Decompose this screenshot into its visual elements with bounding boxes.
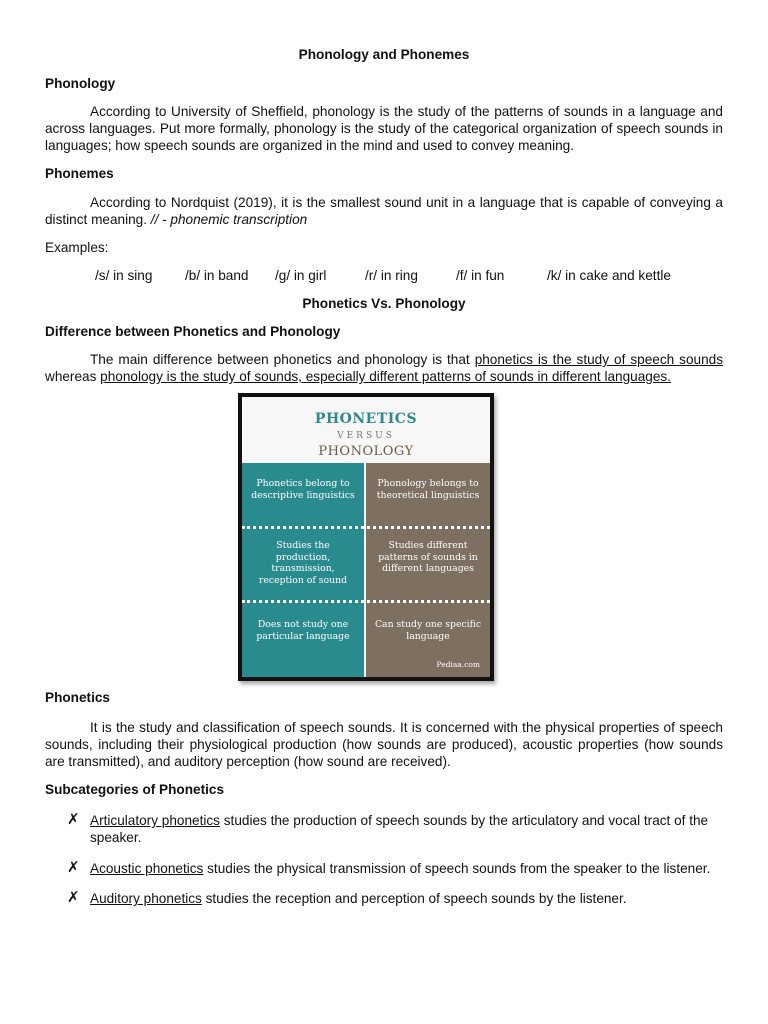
phonology-definition: phonology is the study of sounds, especially different patterns of sounds in different languages. — [100, 369, 671, 384]
list-item — [90, 860, 723, 877]
dotted-divider — [242, 600, 490, 603]
phonology-cell: Can study one specific language — [374, 619, 482, 642]
phonetics-cell: Does not study one particular language — [256, 619, 350, 642]
example-item: /k/ in cake and kettle — [547, 268, 671, 283]
example-item: /s/ in sing — [95, 268, 153, 283]
page-title: Phonology and Phonemes — [298, 47, 470, 62]
x-mark-icon: ✗ — [67, 810, 80, 828]
dotted-divider — [242, 526, 490, 529]
infographic-title-versus: VERSUS — [337, 431, 395, 441]
section-title: Phonetics Vs. Phonology — [302, 296, 466, 311]
list-item-text: studies the production of speech sounds by the articulatory and vocal tract of the speaker. — [90, 813, 709, 845]
subcategories-heading: Subcategories of Phonetics — [45, 782, 225, 797]
whereas-text: whereas — [45, 369, 101, 384]
difference-paragraph — [45, 351, 723, 385]
example-item: /f/ in fun — [456, 268, 505, 283]
x-mark-icon: ✗ — [67, 888, 80, 906]
list-item-text: studies the physical transmission of speech sounds from the speaker to the listener. — [203, 861, 711, 876]
phonetics-cell: Studies the production, transmission, reception of sound — [258, 540, 348, 586]
infographic-title-phonetics: PHONETICS — [314, 411, 418, 427]
phonology-cell: Phonology belongs to theoretical linguistics — [376, 478, 480, 501]
auditory-phonetics-term: Auditory phonetics — [90, 891, 202, 906]
list-item — [90, 812, 723, 846]
difference-heading: Difference between Phonetics and Phonology — [45, 324, 341, 339]
phonetics-heading: Phonetics — [45, 690, 110, 705]
example-item: /r/ in ring — [365, 268, 418, 283]
x-mark-icon: ✗ — [67, 858, 80, 876]
phonology-paragraph: According to University of Sheffield, phonology is the study of the patterns of sounds in a language and across languages. Put more formally, phonology is the study of the categorical organization of speech sounds in languages; how speech sounds are organized in the mind and used to convey meaning. — [45, 104, 723, 153]
phonemes-paragraph — [45, 194, 723, 228]
list-item-text: studies the reception and perception of speech sounds by the listener. — [201, 891, 627, 906]
acoustic-phonetics-term: Acoustic phonetics — [90, 861, 204, 876]
phonetics-vs-phonology-infographic — [238, 393, 494, 681]
phonetics-cell: Phonetics belong to descriptive linguistics — [251, 478, 355, 501]
phonetics-definition: phonetics is the study of speech sounds — [474, 352, 723, 367]
phonology-cell: Studies different patterns of sounds in different languages — [378, 540, 478, 574]
difference-intro: The main difference between phonetics and phonology is that — [90, 352, 475, 367]
articulatory-phonetics-term: Articulatory phonetics — [90, 813, 220, 828]
phonology-heading: Phonology — [45, 76, 116, 91]
infographic-header — [242, 397, 490, 463]
example-item: /g/ in girl — [275, 268, 327, 283]
phonemes-heading: Phonemes — [45, 166, 114, 181]
infographic-credit: Pediaa.com — [436, 660, 480, 669]
phonemes-text: According to Nordquist (2019), it is the smallest sound unit in a language that is capable of conveying a distinct meaning. — [45, 195, 723, 227]
phonemic-transcription-note: // - phonemic transcription — [150, 212, 308, 227]
phonetics-paragraph: It is the study and classification of speech sounds. It is concerned with the physical properties of speech sounds, including their physiological production (how sounds are produced), acoustic properties (how sounds are transmitted), and auditory perception (how sound are received). — [45, 720, 723, 769]
infographic-title-phonology: PHONOLOGY — [318, 444, 414, 459]
example-item: /b/ in band — [185, 268, 249, 283]
examples-label: Examples: — [45, 240, 109, 255]
list-item — [90, 890, 723, 907]
